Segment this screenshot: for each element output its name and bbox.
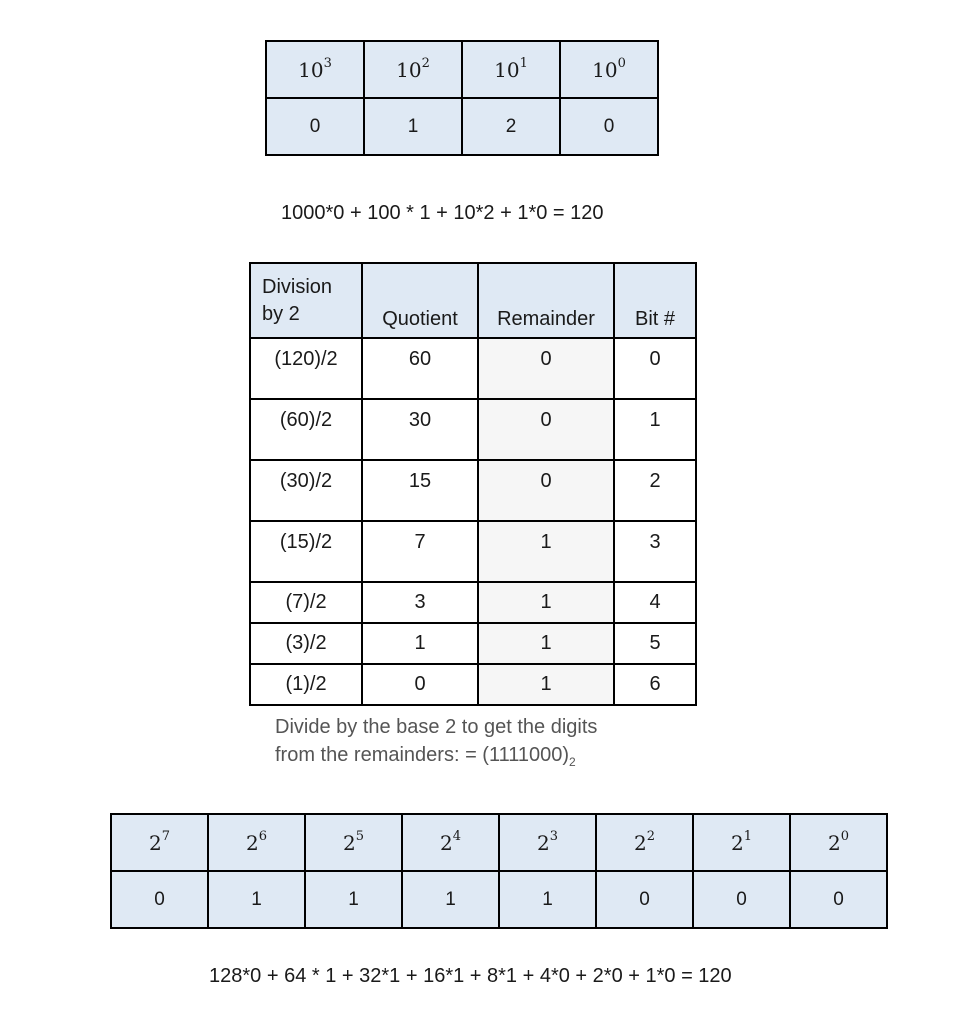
base-subscript: 2 bbox=[569, 755, 576, 769]
binary-power-cell: $2^7$ bbox=[111, 814, 208, 871]
binary-power-cell: $2^6$ bbox=[208, 814, 305, 871]
quotient-cell: 30 bbox=[362, 399, 478, 460]
division-header: Division by 2 bbox=[250, 263, 362, 338]
decimal-digit-cell: 1 bbox=[364, 98, 462, 155]
decimal-place-value-table bbox=[265, 40, 659, 156]
binary-digit-cell: 1 bbox=[305, 871, 402, 928]
remainder-header: Remainder bbox=[478, 263, 614, 338]
binary-power-cell: $2^5$ bbox=[305, 814, 402, 871]
decimal-power-cell: $10^2$ bbox=[364, 41, 462, 98]
remainder-cell: 1 bbox=[478, 582, 614, 623]
caption-line-2: from the remainders: = $(1111000)_2$ bbox=[275, 744, 576, 769]
decimal-digit-cell: 2 bbox=[462, 98, 560, 155]
quotient-cell: 3 bbox=[362, 582, 478, 623]
table-row bbox=[250, 399, 696, 460]
quotient-cell: 0 bbox=[362, 664, 478, 705]
division-cell: (7)/2 bbox=[250, 582, 362, 623]
quotient-header: Quotient bbox=[362, 263, 478, 338]
table-row bbox=[250, 521, 696, 582]
decimal-expansion-formula: 1000*0 + 100 * 1 + 10*2 + 1*0 = 120 bbox=[281, 202, 604, 224]
binary-power-cell: $2^4$ bbox=[402, 814, 499, 871]
division-by-two-table bbox=[249, 262, 697, 706]
division-cell: (120)/2 bbox=[250, 338, 362, 399]
binary-place-value-table bbox=[110, 813, 888, 929]
division-cell: (3)/2 bbox=[250, 623, 362, 664]
decimal-digit-cell: 0 bbox=[560, 98, 658, 155]
division-cell: (30)/2 bbox=[250, 460, 362, 521]
bit-header: Bit # bbox=[614, 263, 696, 338]
remainder-cell: 0 bbox=[478, 338, 614, 399]
remainder-caption bbox=[275, 713, 597, 776]
table-row bbox=[250, 664, 696, 705]
table-row bbox=[250, 338, 696, 399]
binary-digit-cell: 1 bbox=[208, 871, 305, 928]
caption-line-1: Divide by the base 2 to get the digits bbox=[275, 716, 598, 738]
bit-cell: 1 bbox=[614, 399, 696, 460]
binary-digit-cell: 0 bbox=[111, 871, 208, 928]
quotient-cell: 60 bbox=[362, 338, 478, 399]
binary-digit-cell: 1 bbox=[499, 871, 596, 928]
binary-digit-cell: 1 bbox=[402, 871, 499, 928]
quotient-cell: 15 bbox=[362, 460, 478, 521]
binary-digit-cell: 0 bbox=[790, 871, 887, 928]
remainder-cell: 1 bbox=[478, 521, 614, 582]
table-row bbox=[250, 623, 696, 664]
bit-cell: 6 bbox=[614, 664, 696, 705]
binary-power-cell: $2^1$ bbox=[693, 814, 790, 871]
decimal-power-cell: $10^0$ bbox=[560, 41, 658, 98]
bit-cell: 3 bbox=[614, 521, 696, 582]
bit-cell: 4 bbox=[614, 582, 696, 623]
remainder-cell: 0 bbox=[478, 399, 614, 460]
bit-cell: 5 bbox=[614, 623, 696, 664]
remainder-cell: 1 bbox=[478, 623, 614, 664]
decimal-digit-cell: 0 bbox=[266, 98, 364, 155]
binary-power-cell: $2^0$ bbox=[790, 814, 887, 871]
binary-digit-cell: 0 bbox=[596, 871, 693, 928]
quotient-cell: 1 bbox=[362, 623, 478, 664]
division-cell: (15)/2 bbox=[250, 521, 362, 582]
decimal-power-cell: $10^1$ bbox=[462, 41, 560, 98]
table-row bbox=[250, 582, 696, 623]
table-row bbox=[250, 460, 696, 521]
remainder-cell: 0 bbox=[478, 460, 614, 521]
quotient-cell: 7 bbox=[362, 521, 478, 582]
bit-cell: 2 bbox=[614, 460, 696, 521]
remainder-cell: 1 bbox=[478, 664, 614, 705]
binary-digit-cell: 0 bbox=[693, 871, 790, 928]
bit-cell: 0 bbox=[614, 338, 696, 399]
binary-expansion-formula: 128*0 + 64 * 1 + 32*1 + 16*1 + 8*1 + 4*0 + 2*0 + 1*0 = 120 bbox=[209, 965, 732, 987]
binary-power-cell: $2^3$ bbox=[499, 814, 596, 871]
division-cell: (1)/2 bbox=[250, 664, 362, 705]
binary-power-cell: $2^2$ bbox=[596, 814, 693, 871]
decimal-power-cell: $10^3$ bbox=[266, 41, 364, 98]
division-cell: (60)/2 bbox=[250, 399, 362, 460]
